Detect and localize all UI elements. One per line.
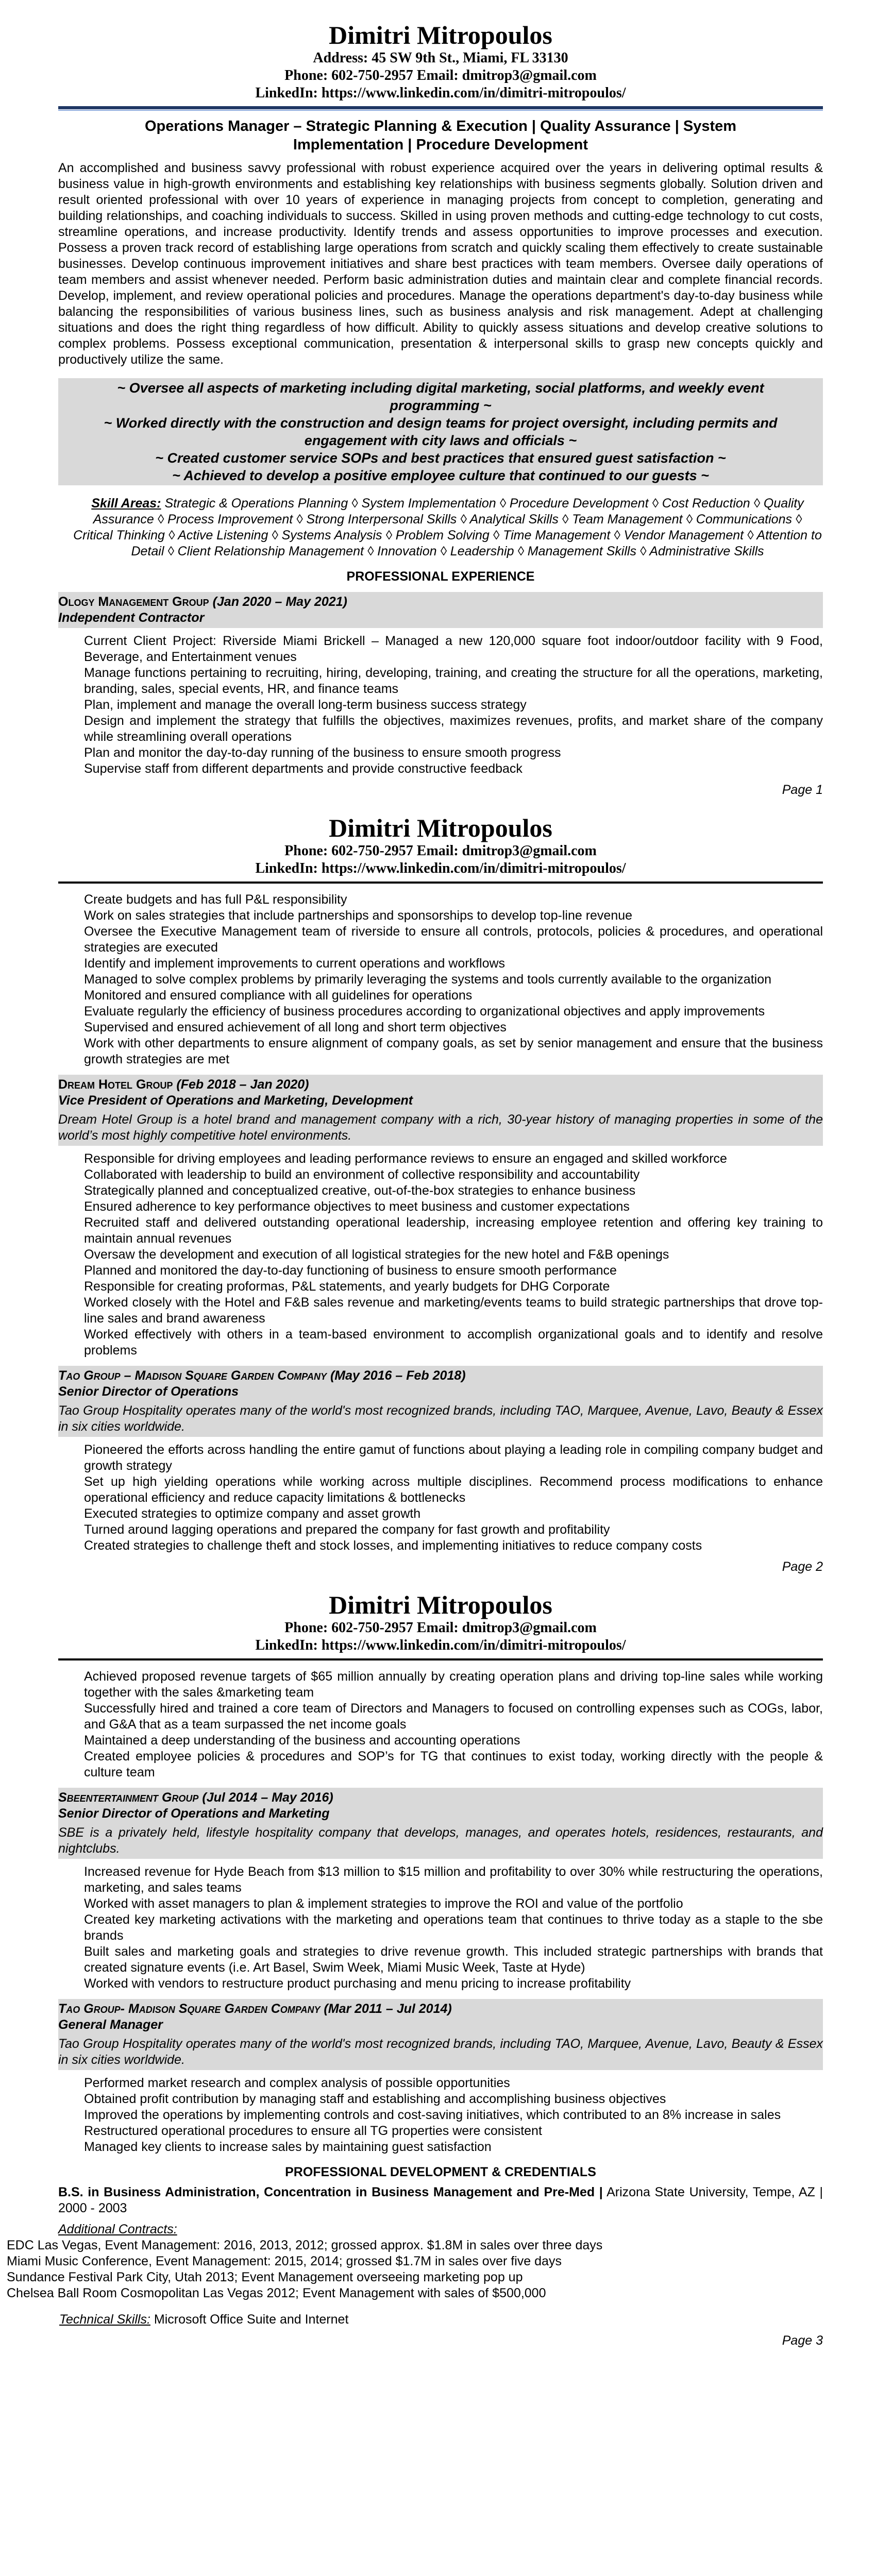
bullet-item: Work on sales strategies that include partnerships and sponsorships to develop top-line revenue [84,908,633,923]
skill-areas-list: Strategic & Operations Planning ◊ System Implementation ◊ Procedure Development ◊ Cost Reduction ◊ Quality Assurance ◊ Process Improvement ◊ Strong Interpersonal Skills ◊ Analytical Skills ◊ Team Management ◊ Communications ◊ Critical Thinking ◊ Active Listening ◊ Systems Analysis ◊ Problem Solving ◊ Time Management ◊ Vendor Management ◊ Attention to Detail ◊ Client Relationship Management ◊ Innovation ◊ Leadership ◊ Management Skills ◊ Administrative Skills [73,496,822,558]
job-bullets [84,1864,823,1992]
job-header-ology [58,592,823,628]
education-entry [58,2184,823,2216]
contract-item: Sundance Festival Park City, Utah 2013; Event Management overseeing marketing pop up [7,2270,523,2284]
bullet-item: Identify and implement improvements to current operations and workflows [84,956,506,971]
candidate-name: Dimitri Mitropoulos [329,1590,552,1619]
bullet-item: Increased revenue for Hyde Beach from $13 million to $15 million and profitability to over 30% while restructuring the operations, marketing, and sales teams [84,1865,823,1895]
job-dates: (Jul 2014 – May 2016) [202,1790,333,1805]
job-bullets [84,1442,823,1554]
page-number: Page 2 [782,1560,823,1574]
linkedin-url: LinkedIn: https://www.linkedin.com/in/dimitri-mitropoulos/ [255,1637,626,1653]
page-break [0,1575,876,1590]
phone-email: Phone: 602-750-2957 Email: dmitrop3@gmail.com [284,843,597,859]
bullet-item: Performed market research and complex analysis of possible opportunities [84,2076,510,2090]
bullet-item: Responsible for creating proformas, P&L statements, and yearly budgets for DHG Corporate [84,1279,610,1294]
header-divider [58,106,823,109]
bullet-item: Evaluate regularly the efficiency of business procedures according to organizational objectives and apply improvements [84,1004,765,1019]
company-name [58,2001,823,2017]
job-bullets [84,2075,823,2155]
job-title: Senior Director of Operations and Marketing [58,1806,330,1821]
company-label: Dream Hotel Group [58,1077,173,1092]
school: Arizona State University, Tempe, AZ | 2000 - 2003 [58,2185,823,2215]
bullet-item: Worked closely with the Hotel and F&B sales revenue and marketing/events teams to build strategic partnerships that drove top-line sales and brand awareness [84,1295,823,1326]
bullet-item: Maintained a deep understanding of the business and accounting operations [84,1733,520,1748]
highlight-item: ~ Oversee all aspects of marketing including digital marketing, social platforms, and weekly event programming ~ [117,380,764,413]
degree: B.S. in Business Administration, Concentration in Business Management and Pre-Med | [58,2185,603,2199]
highlight-item: ~ Achieved to develop a positive employee culture that continued to our guests ~ [172,468,709,483]
page-number: Page 3 [782,2333,823,2348]
address: Address: 45 SW 9th St., Miami, FL 33130 [313,50,568,66]
company-label: Sbeentertainment Group [58,1790,199,1805]
page-3 [58,1590,823,1660]
linkedin-url: LinkedIn: https://www.linkedin.com/in/dimitri-mitropoulos/ [255,860,626,876]
bullet-item: Created key marketing activations with the marketing and operations team that continues to thrive today as a staple to the sbe brands [84,1912,823,1943]
company-label: Tao Group – Madison Square Garden Company [58,1368,327,1383]
bullet-item: Plan and monitor the day-to-day running of the business to ensure smooth progress [84,745,561,760]
company-description: Tao Group Hospitality operates many of the world's most recognized brands, including TAO, Marquee, Avenue, Lavo, Beauty & Essex in six cities worldwide. [58,2037,823,2067]
company-description: Tao Group Hospitality operates many of the world's most recognized brands, including TAO, Marquee, Avenue, Lavo, Beauty & Essex in six cities worldwide. [58,1403,823,1434]
job-dates: (Feb 2018 – Jan 2020) [176,1077,309,1092]
bullet-item: Responsible for driving employees and leading performance reviews to ensure an engaged and skilled workforce [84,1151,727,1166]
contract-item: Chelsea Ball Room Cosmopolitan Las Vegas 2012; Event Management with sales of $500,000 [7,2286,546,2300]
bullet-item: Work with other departments to ensure alignment of company goals, as set by senior management and ensure that the business growth strategies are met [84,1036,823,1066]
job-bullets [84,633,823,777]
bullet-item: Successfully hired and trained a core team of Directors and Managers to focused on controlling expenses such as COGs, labor, and G&A that as a team surpassed the net income goals [84,1701,823,1732]
page-2 [58,814,823,884]
company-name [58,1077,823,1093]
bullet-item: Create budgets and has full P&L responsibility [84,892,347,907]
phone-email: Phone: 602-750-2957 Email: dmitrop3@gmail.com [284,1620,597,1636]
additional-contracts-list [7,2238,876,2301]
bullet-item: Strategically planned and conceptualized creative, out-of-the-box strategies to enhance business [84,1183,636,1198]
bullet-item: Recruited staff and delivered outstanding operational leadership, increasing employee retention and offering key training to maintain annual revenues [84,1215,823,1246]
bullet-item: Improved the operations by implementing controls and cost-saving initiatives, which contributed to an 8% increase in sales [84,2108,781,2122]
professional-summary: An accomplished and business savvy professional with robust experience acquired over the years in delivering optimal results & business value in high-growth environments and establishing key relationships with business segments globally. Solution driven and result oriented professional with over 10 years of experience in managing projects from concept to completion, generating and building relationships, and coaching individuals to success. Skilled in using proven methods and cutting-edge technology to cut costs, streamline operations, and increase productivity. Identify trends and assess opportunities to improve processes and execution. Possess a proven track record of establishing large operations from scratch and quickly scaling them effectively to create sustainable businesses. Develop continuous improvement initiatives and share best practices with team members. Oversee daily operations of team members and assist whenever needed. Perform basic administration duties and maintain clear and complete financial records. Develop, implement, and review operational policies and procedures. Manage the operations department's day-to-day business while balancing the responsibilities of various business lines, such as business analysis and risk management. Adept at challenging situations and does the right thing regardless of how difficult. Ability to quickly assess situations and develop creative solutions to complex problems. Possess exceptional communication, presentation & interpersonal skills to grasp new concepts quickly and productively utilize the same. [58,161,823,367]
company-label: Ology Management Group [58,595,209,609]
bullet-item: Set up high yielding operations while working across multiple disciplines. Recommend process modifications to enhance operational efficiency and reduce capacity limitations & bottlenecks [84,1475,823,1505]
bullet-item: Design and implement the strategy that fulfills the objectives, maximizes revenues, profits, and market share of the company while streamlining overall operations [84,714,823,744]
job-dates: (May 2016 – Feb 2018) [330,1368,466,1383]
highlight-item: ~ Worked directly with the construction and design teams for project oversight, including permits and engagement with city laws and officials ~ [104,415,778,448]
company-description: Dream Hotel Group is a hotel brand and management company with a rich, 30-year history of managing properties in some of the world’s most highly competitive hotel environments. [58,1112,823,1143]
experience-heading: PROFESSIONAL EXPERIENCE [346,569,535,584]
bullet-item: Created strategies to challenge theft and stock losses, and implementing initiatives to reduce company costs [84,1538,702,1553]
technical-skills [59,2312,876,2328]
job-header-tao-2016 [58,1366,823,1437]
job-bullets [84,1669,823,1781]
bullet-item: Ensured adherence to key performance objectives to meet business and customer expectations [84,1199,630,1214]
bullet-item: Turned around lagging operations and prepared the company for fast growth and profitability [84,1522,610,1537]
bullet-item: Supervise staff from different departments and provide constructive feedback [84,761,523,776]
job-header-tao-2011 [58,1999,823,2070]
technical-skills-label: Technical Skills: [59,2312,150,2327]
company-name [58,1368,823,1384]
bullet-item: Pioneered the efforts across handling the entire gamut of functions about playing a leading role in compiling company budget and growth strategy [84,1443,823,1473]
skill-areas [72,496,823,560]
company-name [58,1790,823,1806]
bullet-item: Oversaw the development and execution of all logistical strategies for the new hotel and F&B openings [84,1247,669,1262]
bullet-item: Collaborated with leadership to build an environment of collective responsibility and accountability [84,1167,640,1182]
bullet-item: Supervised and ensured achievement of all long and short term objectives [84,1020,507,1035]
contract-item: EDC Las Vegas, Event Management: 2016, 2013, 2012; grossed approx. $1.8M in sales over three days [7,2238,603,2252]
bullet-item: Manage functions pertaining to recruiting, hiring, developing, training, and creating the structure for all the operations, marketing, branding, sales, special events, HR, and finance teams [84,666,823,696]
bullet-item: Planned and monitored the day-to-day functioning of business to ensure smooth performance [84,1263,617,1278]
bullet-item: Plan, implement and manage the overall long-term business success strategy [84,698,527,712]
header-divider-accent [58,110,823,111]
credentials-heading: PROFESSIONAL DEVELOPMENT & CREDENTIALS [285,2165,596,2179]
job-title: Independent Contractor [58,611,205,625]
header-divider [58,1658,823,1660]
job-title: Vice President of Operations and Marketing, Development [58,1093,413,1108]
bullet-item: Achieved proposed revenue targets of $65 million annually by creating operation plans and driving top-line sales while working together with the sales &marketing team [84,1669,823,1700]
page-break [0,798,876,814]
bullet-item: Built sales and marketing goals and strategies to drive revenue growth. This included strategic partnerships with brands that created signature events (i.e. Art Basel, Swim Week, Miami Music Week, Taste at Hyde) [84,1944,823,1975]
contract-item: Miami Music Conference, Event Management: 2015, 2014; grossed $1.7M in sales over five days [7,2254,562,2268]
company-label: Tao Group- Madison Square Garden Company [58,2002,321,2016]
bullet-item: Managed to solve complex problems by primarily leveraging the systems and tools currently available to the organization [84,972,772,987]
bullet-item: Created employee policies & procedures and SOP’s for TG that continues to exist today, working directly with the people & culture team [84,1749,823,1780]
phone-email: Phone: 602-750-2957 Email: dmitrop3@gmail.com [284,67,597,83]
job-header-dream [58,1075,823,1146]
bullet-item: Obtained profit contribution by managing staff and establishing and accomplishing business objectives [84,2092,666,2106]
job-bullets [84,1151,823,1359]
professional-headline: Operations Manager – Strategic Planning & Execution | Quality Assurance | System Implementation | Procedure Development [144,118,737,153]
job-dates: (Mar 2011 – Jul 2014) [324,2002,452,2016]
technical-skills-text: Microsoft Office Suite and Internet [150,2312,349,2327]
job-header-sbe [58,1788,823,1859]
highlight-item: ~ Created customer service SOPs and best practices that ensured guest satisfaction ~ [155,450,726,466]
bullet-item: Managed key clients to increase sales by maintaining guest satisfaction [84,2140,492,2154]
job-title: General Manager [58,2018,163,2032]
bullet-item: Oversee the Executive Management team of riverside to ensure all controls, protocols, policies & procedures, and operational strategies are executed [84,924,823,955]
job-dates: (Jan 2020 – May 2021) [212,595,347,609]
bullet-item: Current Client Project: Riverside Miami Brickell – Managed a new 120,000 square foot indoor/outdoor facility with 9 Food, Beverage, and Entertainment venues [84,634,823,664]
job-title: Senior Director of Operations [58,1384,239,1399]
candidate-name: Dimitri Mitropoulos [329,814,552,842]
header-divider [58,882,823,884]
bullet-item: Worked with vendors to restructure product purchasing and menu pricing to increase profitability [84,1976,631,1991]
page-number: Page 1 [782,783,823,797]
company-description: SBE is a privately held, lifestyle hospitality company that develops, manages, and operates hotels, residences, restaurants, and nightclubs. [58,1825,823,1856]
skill-areas-label: Skill Areas: [91,496,161,511]
bullet-item: Worked with asset managers to plan & implement strategies to improve the ROI and value of the portfolio [84,1896,683,1911]
bullet-item: Restructured operational procedures to ensure all TG properties were consistent [84,2124,542,2138]
bullet-item: Worked effectively with others in a team-based environment to accomplish organizational goals and to identify and resolve problems [84,1327,823,1358]
linkedin-url: LinkedIn: https://www.linkedin.com/in/dimitri-mitropoulos/ [255,85,626,101]
bullet-item: Executed strategies to optimize company and asset growth [84,1506,421,1521]
page-1 [58,0,823,485]
job-bullets [84,892,823,1067]
highlights-box [58,378,823,485]
bullet-item: Monitored and ensured compliance with all guidelines for operations [84,988,473,1003]
company-name [58,594,823,610]
additional-contracts-label: Additional Contracts: [58,2222,177,2236]
candidate-name: Dimitri Mitropoulos [329,21,552,49]
